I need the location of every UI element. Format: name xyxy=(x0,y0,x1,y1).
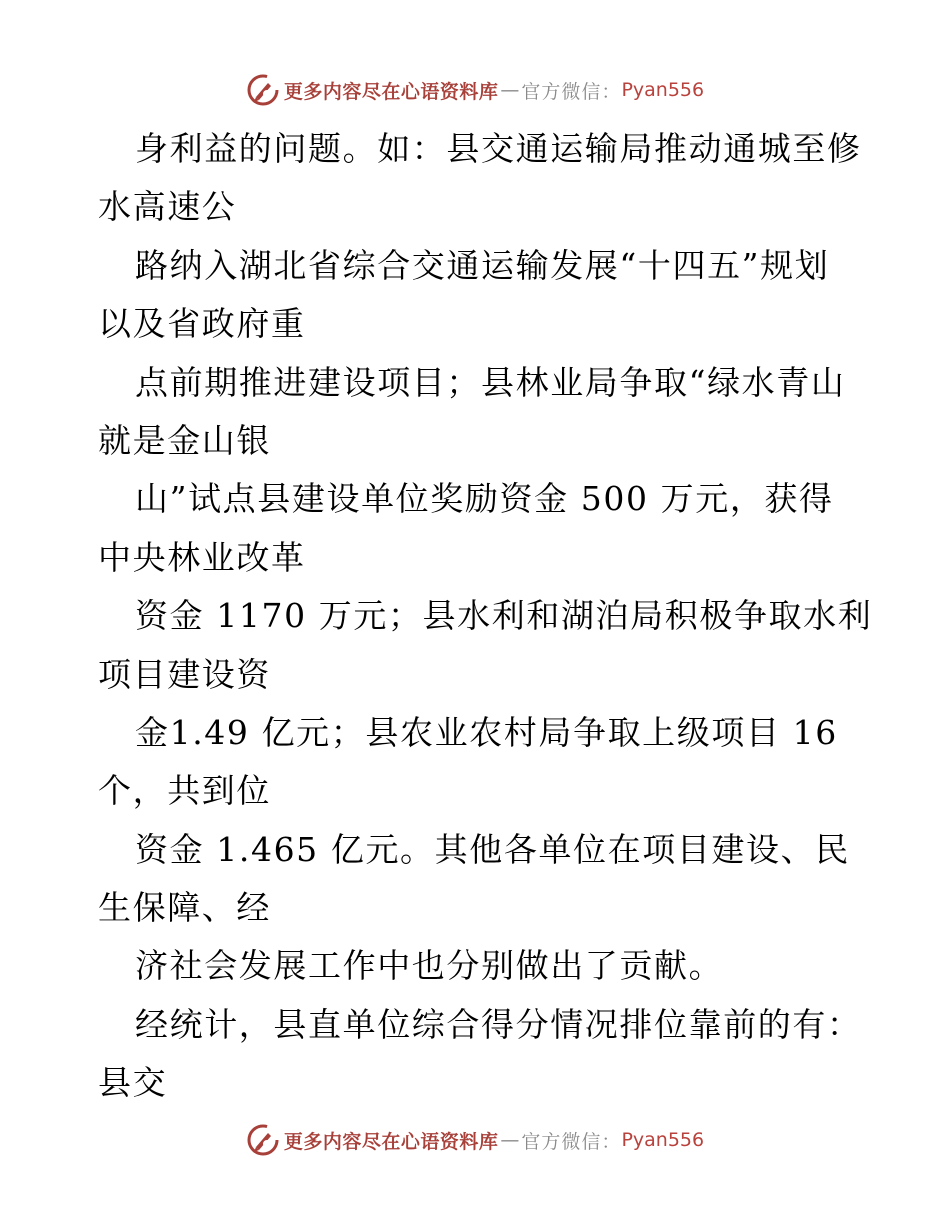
text-line: 济社会发展工作中也分别做出了贡献。 xyxy=(135,946,724,986)
text-line: 山”试点县建设单位奖励资金 500 万元，获得 xyxy=(135,479,834,519)
footer-watermark-banner xyxy=(0,1120,950,1160)
banner-separator: — xyxy=(500,1129,520,1151)
text-line: 资金 1.465 亿元。其他各单位在项目建设、民 xyxy=(135,829,850,869)
text-line: 资金 1170 万元；县水利和湖泊局积极争取水利 xyxy=(135,596,873,636)
site-name: 更多内容尽在心语资料库 xyxy=(283,1130,499,1153)
text-line: 个，共到位 xyxy=(98,771,271,811)
leaf-pen-logo-icon xyxy=(246,73,280,107)
header-watermark-banner xyxy=(0,70,950,110)
text-line: 项目建设资 xyxy=(98,654,271,694)
text-line: 金1.49 亿元；县农业农村局争取上级项目 16 xyxy=(135,712,838,752)
wechat-label: 官方微信： xyxy=(521,1130,622,1153)
text-line: 身利益的问题。如：县交通运输局推动通城至修 xyxy=(135,129,862,168)
site-name: 更多内容尽在心语资料库 xyxy=(283,80,499,103)
leaf-pen-logo-icon xyxy=(246,1123,280,1157)
text-line: 中央林业改革 xyxy=(98,537,306,577)
banner-separator: — xyxy=(500,79,520,101)
text-line: 水高速公 xyxy=(98,187,237,227)
document-body xyxy=(98,120,873,1113)
text-line: 以及省政府重 xyxy=(98,304,306,344)
wechat-label: 官方微信： xyxy=(521,80,622,103)
wechat-id: Pyan556 xyxy=(621,1129,705,1151)
text-line: 就是金山银 xyxy=(98,420,271,460)
text-line: 县交 xyxy=(98,1063,168,1103)
text-line: 点前期推进建设项目；县林业局争取“绿水青山 xyxy=(135,362,846,402)
text-line: 生保障、经 xyxy=(98,888,271,928)
text-line: 路纳入湖北省综合交通运输发展“十四五”规划 xyxy=(135,245,830,285)
wechat-id: Pyan556 xyxy=(621,79,705,101)
text-line: 经统计，县直单位综合得分情况排位靠前的有： xyxy=(135,1004,862,1044)
